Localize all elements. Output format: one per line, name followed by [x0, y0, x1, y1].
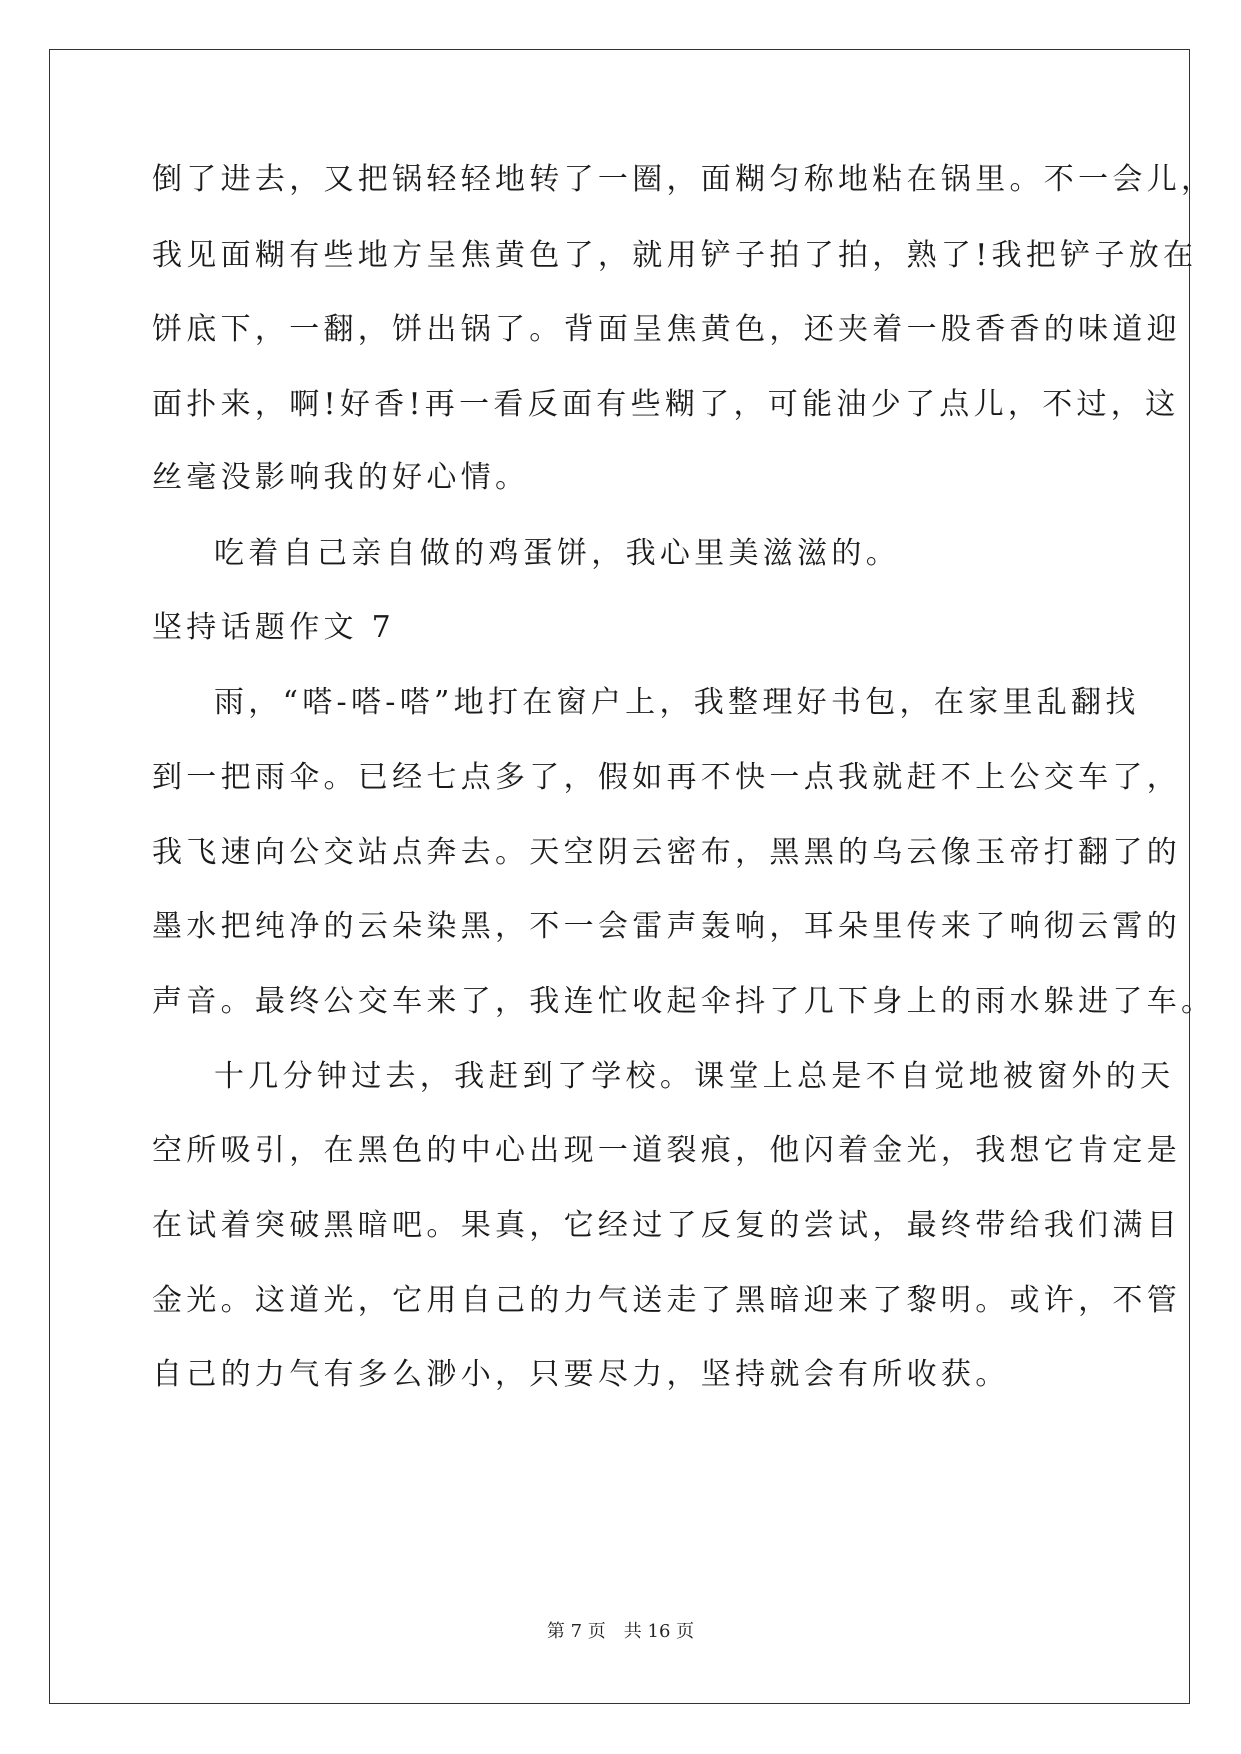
- text-line: 面扑来，啊!好香!再一看反面有些糊了，可能油少了点儿，不过，这: [152, 387, 1180, 422]
- text-line: 饼底下，一翻，饼出锅了。背面呈焦黄色，还夹着一股香香的味道迎: [152, 312, 1181, 347]
- text-line: 十几分钟过去，我赶到了学校。课堂上总是不自觉地被窗外的天: [214, 1059, 1175, 1094]
- text-line: 墨水把纯净的云朵染黑，不一会雷声轰响，耳朵里传来了响彻云霄的: [152, 909, 1181, 944]
- text-line: 我见面糊有些地方呈焦黄色了，就用铲子拍了拍，熟了!我把铲子放在: [152, 238, 1198, 273]
- text-line: 在试着突破黑暗吧。果真，它经过了反复的尝试，最终带给我们满目: [152, 1208, 1181, 1243]
- text-line: 自己的力气有多么渺小，只要尽力，坚持就会有所收获。: [152, 1357, 1010, 1392]
- text-line: 雨，“嗒-嗒-嗒”地打在窗户上，我整理好书包，在家里乱翻找: [214, 685, 1140, 720]
- text-line: 丝毫没影响我的好心情。: [152, 460, 530, 495]
- text-line: 我飞速向公交站点奔去。天空阴云密布，黑黑的乌云像玉帝打翻了的: [152, 835, 1181, 870]
- page-border: [49, 49, 1190, 1704]
- text-line: 吃着自己亲自做的鸡蛋饼，我心里美滋滋的。: [214, 536, 900, 571]
- page-number: 第 7 页 共 16 页: [546, 1621, 695, 1642]
- section-title: 坚持话题作文 7: [152, 610, 396, 645]
- text-line: 声音。最终公交车来了，我连忙收起伞抖了几下身上的雨水躲进了车。: [152, 984, 1216, 1019]
- text-line: 倒了进去，又把锅轻轻地转了一圈，面糊匀称地粘在锅里。不一会儿，: [152, 162, 1216, 197]
- text-line: 到一把雨伞。已经七点多了，假如再不快一点我就赶不上公交车了，: [152, 760, 1181, 795]
- text-line: 金光。这道光，它用自己的力气送走了黑暗迎来了黎明。或许，不管: [152, 1283, 1181, 1318]
- text-line: 空所吸引，在黑色的中心出现一道裂痕，他闪着金光，我想它肯定是: [152, 1133, 1181, 1168]
